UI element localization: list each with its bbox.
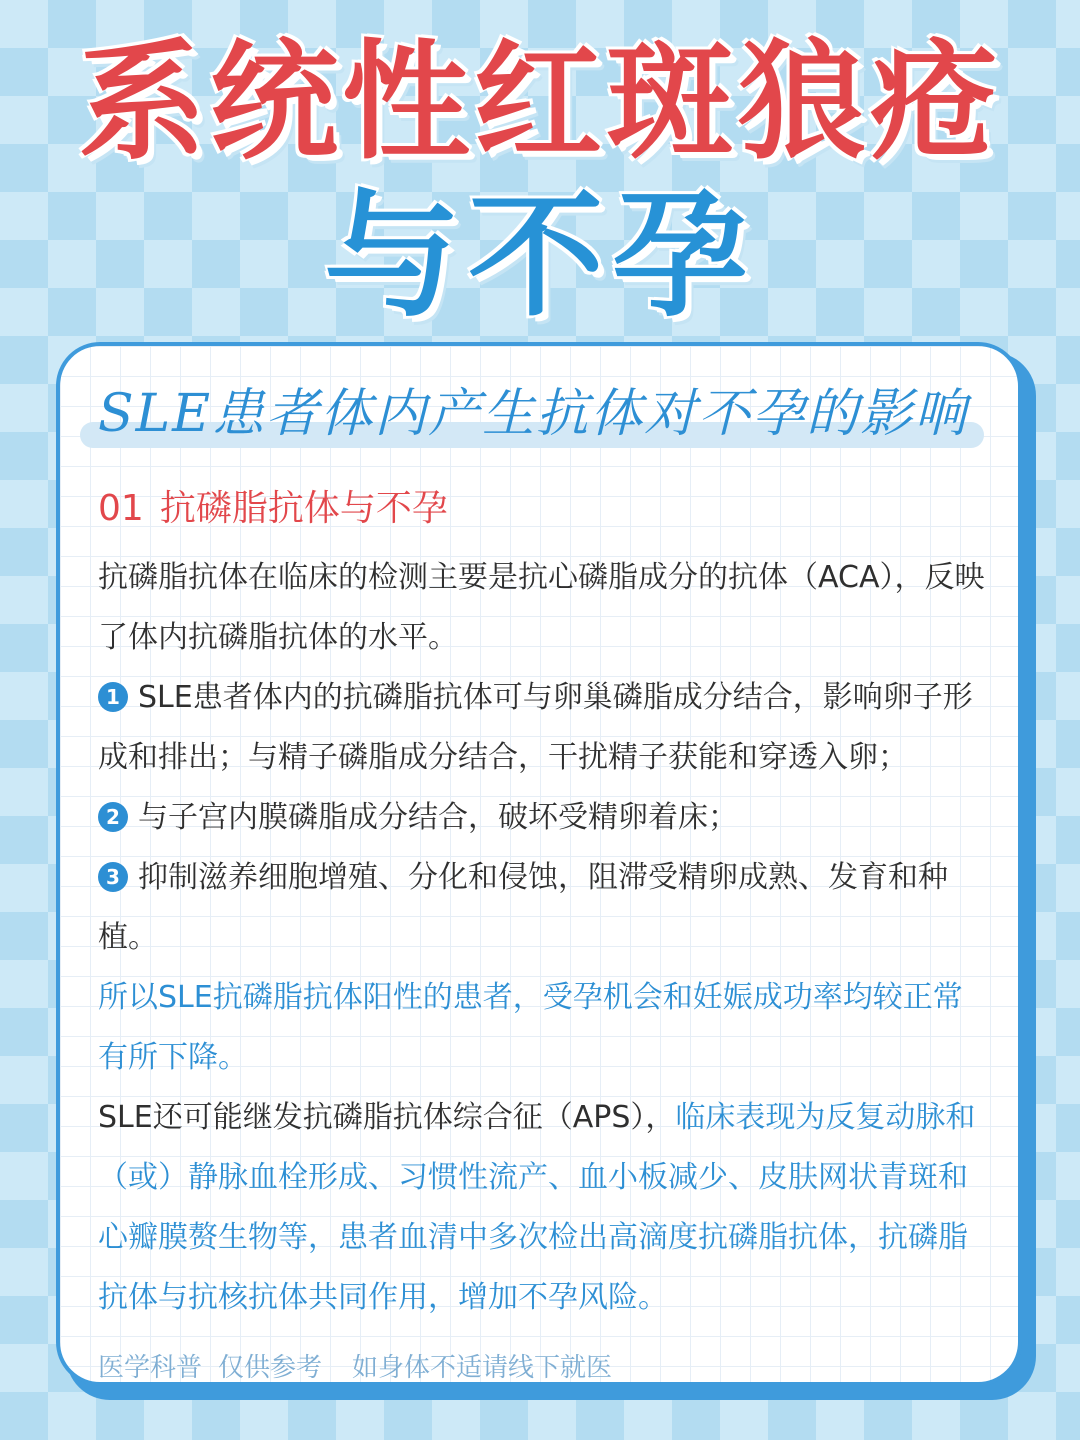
intro-paragraph: 抗磷脂抗体在临床的检测主要是抗心磷脂成分的抗体（ACA），反映了体内抗磷脂抗体的水平。 bbox=[98, 560, 985, 655]
main-title-line-1: 系统性红斑狼疮 bbox=[77, 28, 1002, 177]
footer-note-1: 医学科普 bbox=[98, 1353, 203, 1383]
subtitle-block bbox=[80, 376, 986, 456]
list-item-text: 与子宫内膜磷脂成分结合，破坏受精卵着床； bbox=[138, 800, 738, 835]
list-item bbox=[98, 848, 988, 968]
main-title-line-2: 与不孕 bbox=[324, 178, 756, 336]
number-3-icon: 3 bbox=[98, 862, 128, 892]
aps-detail: 临床表现为反复动脉和（或）静脉血栓形成、习惯性流产、血小板减少、皮肤网状青斑和心瓣膜赘生物等，患者血清中多次检出高滴度抗磷脂抗体，抗磷脂抗体与抗核抗体共同作用，增加不孕风险。 bbox=[98, 1100, 976, 1315]
aps-lead: SLE还可能继发抗磷脂抗体综合征（APS）， bbox=[98, 1100, 676, 1135]
aps-paragraph bbox=[98, 1088, 988, 1328]
list-item-text: SLE患者体内的抗磷脂抗体可与卵巢磷脂成分结合，影响卵子形成和排出；与精子磷脂成分结合，干扰精子获能和穿透入卵； bbox=[98, 680, 973, 775]
section-heading bbox=[98, 482, 448, 536]
footer-note-2: 仅供参考 bbox=[218, 1353, 323, 1383]
section-number: 01 bbox=[98, 488, 144, 529]
footer-note-3: 如身体不适请线下就医 bbox=[352, 1353, 613, 1383]
number-1-icon: 1 bbox=[98, 682, 128, 712]
conclusion-paragraph: 所以SLE抗磷脂抗体阳性的患者，受孕机会和妊娠成功率均较正常有所下降。 bbox=[98, 980, 963, 1075]
list-item bbox=[98, 788, 988, 848]
list-item bbox=[98, 668, 988, 788]
footer-disclaimer bbox=[98, 1348, 628, 1388]
subtitle: SLE患者体内产生抗体对不孕的影响 bbox=[98, 384, 969, 444]
number-2-icon: 2 bbox=[98, 802, 128, 832]
article-body bbox=[98, 548, 988, 1328]
section-title: 抗磷脂抗体与不孕 bbox=[159, 488, 448, 529]
list-item-text: 抑制滋养细胞增殖、分化和侵蚀，阻滞受精卵成熟、发育和种植。 bbox=[98, 860, 948, 955]
